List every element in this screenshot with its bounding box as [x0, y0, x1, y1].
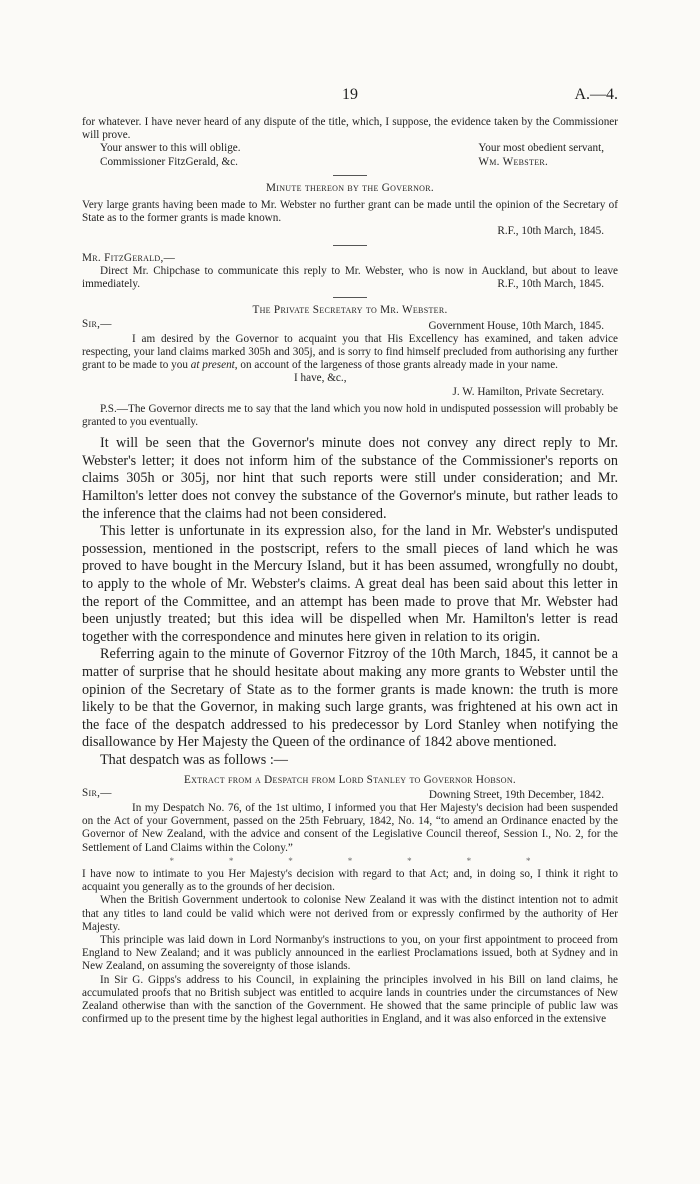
secretary-body-start: I am desired by the Governor to acquaint you that His Excellency has examined, and taken advice respecting, your land claims marked 305h and 305j, and is sorry to find himself precluded from authorising any further grant to be made to you: [82, 332, 618, 372]
omission-dot: *: [169, 855, 174, 866]
section-rule: [333, 175, 367, 176]
page-body: [82, 116, 618, 1026]
extract-opening: [82, 787, 618, 802]
omission-dot: *: [525, 855, 531, 866]
extract-paragraph: I have now to intimate to you Her Majesty's decision with regard to that Act; and, in doing so, I think it right to acquaint you generally as to the grounds of her decision.: [82, 867, 618, 894]
minute-signature: R.F., 10th March, 1845.: [497, 225, 604, 238]
secretary-letter: [82, 304, 618, 429]
secretary-postscript: P.S.—The Governor directs me to say that the land which you now hold in undisputed possession will probably be granted to you eventually.: [82, 402, 618, 429]
omission-dot: *: [347, 855, 353, 866]
commentary-paragraph: It will be seen that the Governor's minute does not convey any direct reply to Mr. Webster's letter; it does not inform him of the substance of the Commissioner's reports on claims 305h or 305j, nor hint that such reports were still under consideration; and Mr. Hamilton's letter does not convey the substance of the Governor's minute, but rather leads to the inference that the claims had not been considered.: [82, 435, 618, 522]
commentary-paragraph: This letter is unfortunate in its expression also, for the land in Mr. Webster's undisputed possession, mentioned in the postscript, refers to the small pieces of land which he was proved to have bought in the Mercury Island, but it has been assumed, wrongfully no doubt, to apply to the whole of Mr. Webster's claims. A great deal has been said about this letter in the report of the Committee, and an attempt has been made to prove that Mr. Webster had been unjustly treated; but this idea will be dispelled when Mr. Hamilton's letter is read together with the correspondence and minutes here given in relation to its origin.: [82, 523, 618, 645]
section-rule: [333, 245, 367, 246]
page-number: 19: [342, 86, 358, 103]
signoff-left: [82, 142, 241, 168]
secretary-place-date: Government House, 10th March, 1845.: [428, 319, 604, 332]
series-code: A.—4.: [574, 86, 618, 103]
omission-dot: *: [288, 855, 293, 866]
secretary-signature: J. W. Hamilton, Private Secretary.: [452, 385, 604, 398]
secretary-body: [82, 333, 618, 373]
extract-paragraph: In Sir G. Gipps's address to his Council, in explaining the principles involved in his Bill on land claims, he accumulated proofs that no British subject was entitled to acquire lands in countries under the circumstances of New Zealand otherwise than with the sanction of the Government. He showed that the same principle of public law was confirmed up to the present time by the highest legal authorities in England, and it was also enforced in the extensive: [82, 973, 618, 1026]
secretary-salutation: Sir,—: [82, 317, 112, 330]
commentary-paragraph: Referring again to the minute of Governor Fitzroy of the 10th March, 1845, it cannot be a matter of surprise that he should hesitate about making any more grants to Webster until the opinion of the Secretary of State as to the former grants is made known: the truth is more likely to be that the Governor, in making such large grants, was frightened at his own act in the face of the despatch addressed to his predecessor by Lord Stanley when notifying the disallowance by Her Majesty the Queen of the ordinance of 1842 above mentioned.: [82, 646, 618, 751]
signoff-right: [478, 142, 618, 168]
signoff-right-2: Wm. Webster.: [478, 155, 549, 168]
extract-first-paragraph: In my Despatch No. 76, of the 1st ultimo, I informed you that Her Majesty's decision had been suspended on the Act of your Government, passed on the 25th February, 1842, No. 14, “to amend an Ordinance enacted by the Governor of New Zealand, with the advice and consent of the Legislative Council thereof, Session I., No. 2, for the Settlement of Land Claims within the Colony.”: [82, 801, 618, 854]
secretary-heading: The Private Secretary to Mr. Webster.: [252, 304, 448, 317]
letter-final-line: for whatever. I have never heard of any dispute of the title, which, I suppose, the evidence taken by the Commissioner will prove.: [82, 116, 618, 142]
signoff-left-1: Your answer to this will oblige.: [100, 142, 241, 155]
secretary-body-end: , on account of the largeness of those grants already made in your name.: [234, 359, 558, 372]
letter-signoff: [82, 142, 618, 168]
extract-paragraph: This principle was laid down in Lord Normanby's instructions to you, on your first appointment to proceed from England to New Zealand; and it was publicly announced in the earliest Proclamations issued, both at Sydney and in New Zealand, on assuming the sovereignty of those islands.: [82, 933, 618, 973]
extract-paragraph: When the British Government undertook to colonise New Zealand it was with the distinct intention not to admit that any titles to land could be valid which were not derived from or expressly confirmed by the authority of Her Majesty.: [82, 894, 618, 933]
minute-heading: Minute thereon by the Governor.: [266, 181, 434, 194]
extract-place-date: Downing Street, 19th December, 1842.: [428, 788, 604, 801]
letter-close: [82, 116, 618, 169]
governor-minute: [82, 182, 618, 239]
extract-salutation: Sir,—: [82, 786, 112, 799]
signoff-right-1: Your most obedient servant,: [478, 142, 604, 155]
commentary: [82, 435, 618, 769]
extract-heading: Extract from a Despatch from Lord Stanley to Governor Hobson.: [183, 773, 516, 786]
fitzgerald-salutation: Mr. FitzGerald,—: [82, 251, 176, 264]
secretary-body-italic: at present: [190, 359, 235, 372]
commentary-paragraph: That despatch was as follows :—: [100, 751, 288, 768]
fitzgerald-text: Direct Mr. Chipchase to communicate this reply to Mr. Webster, who is now in Auckland, but about to leave immediately.: [82, 264, 618, 291]
omission-dots: [82, 855, 618, 868]
fitzgerald-note: [82, 252, 618, 292]
signoff-left-2: Commissioner FitzGerald, &c.: [100, 155, 238, 168]
despatch-extract: [82, 774, 618, 1027]
omission-dot: *: [407, 855, 412, 866]
minute-text: Very large grants having been made to Mr. Webster no further grant can be made until the opinion of the Secretary of State as to the former grants is made known.: [82, 199, 618, 225]
page-header: [82, 86, 618, 108]
omission-dot: *: [228, 855, 234, 866]
section-rule: [333, 297, 367, 298]
secretary-opening: [82, 318, 618, 333]
omission-dot: *: [466, 855, 472, 866]
secretary-closing: I have, &c.,: [294, 372, 347, 385]
fitzgerald-signature: R.F., 10th March, 1845.: [497, 278, 604, 291]
